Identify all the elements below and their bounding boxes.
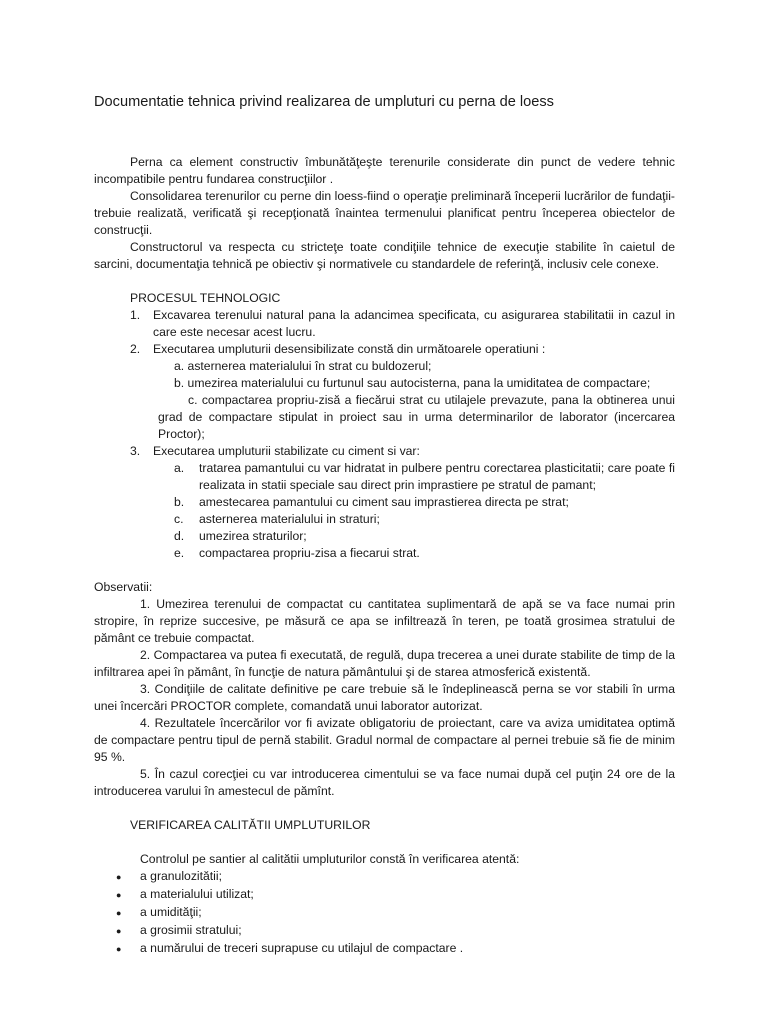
step2-item-c: c. compactarea propriu-zisă a fiecărui strat cu utilajele prevazute, pana la obtinerea unui grad de compactare stipulat in proiect sau in urma determinarilor de laborator (incercarea Proctor); [158, 393, 675, 441]
observation-5: 5. În cazul corecţiei cu var introducerea cimentului se va face numai după cel puţin 24 ore de la introducerea varului în amestecul de pămînt. [94, 767, 675, 798]
document-title: Documentatie tehnica privind realizarea de umpluturi cu perna de loess [94, 94, 554, 110]
step3-item-a [94, 460, 675, 494]
item-text: asternerea materialului in straturi; [199, 512, 380, 526]
step2-item-b: b. umezirea materialului cu furtunul sau autocisterna, pana la umiditatea de compactare; [174, 376, 651, 390]
bullet-icon: ● [116, 908, 122, 918]
step-number: 2. [130, 342, 141, 356]
check-text: a granulozitătii; [140, 869, 222, 883]
check-item [94, 886, 675, 904]
step-number: 1. [130, 308, 141, 322]
process-step-1 [94, 307, 675, 341]
item-letter: d. [174, 529, 185, 543]
step3-item-e [94, 545, 675, 562]
bullet-icon: ● [116, 926, 122, 936]
observation-2: 2. Compactarea va putea fi executată, de regulă, dupa trecerea a unei durate stabilite de timp de la infiltrarea apei în pământ, în funcţie de natura pământului şi de starea atmosferică existentă. [94, 648, 675, 679]
observation-1: 1. Umezirea terenului de compactat cu cantitatea suplimentară de apă se va face numai prin stropire, în reprize succesive, pe măsură ce apa se infiltrează în teren, pe toată grosimea stratului de pământ ce trebuie compactat. [94, 597, 675, 645]
process-steps [94, 307, 675, 358]
step2-item-a: a. asternerea materialului în strat cu buldozerul; [174, 359, 432, 373]
item-letter: c. [174, 512, 184, 526]
item-text: umezirea straturilor; [199, 529, 307, 543]
observation-4: 4. Rezultatele încercărilor vor fi avizate obligatoriu de proiectant, care va aviza umiditatea optimă de compactare pentru tipul de pernă stabilit. Gradul normal de compactare al pernei trebuie să fie de minim 95 %. [94, 716, 675, 764]
step-text: Excavarea terenului natural pana la adancimea specificata, cu asigurarea stabilitatii in cazul in care este necesar acest lucru. [153, 308, 675, 339]
step-text: Executarea umpluturii stabilizate cu ciment si var: [153, 444, 420, 458]
check-text: a numărului de treceri suprapuse cu utilajul de compactare . [140, 941, 464, 955]
step3-item-b [94, 494, 675, 511]
intro-paragraph-2: Consolidarea terenurilor cu perne din loess-fiind o operaţie preliminară începerii lucrărilor de fundaţii- trebuie realizată, verificată şi recepţionată înaintea termenului planificat pentru începerea obiectelor de construcţii. [94, 189, 675, 237]
observations-title: Observatii: [94, 580, 153, 594]
verification-heading: VERIFICAREA CALITĂTII UMPLUTURILOR [130, 818, 371, 832]
check-text: a grosimii stratului; [140, 923, 242, 937]
check-item [94, 940, 675, 958]
item-text: amestecarea pamantului cu ciment sau imprastierea directa pe strat; [199, 495, 569, 509]
item-letter: a. [174, 461, 185, 475]
check-text: a umidităţii; [140, 905, 202, 919]
document-body [94, 154, 675, 958]
item-letter: e. [174, 546, 185, 560]
process-heading: PROCESUL TEHNOLOGIC [130, 291, 281, 305]
observation-3: 3. Condiţiile de calitate definitive pe care trebuie să le îndeplinească perna se vor stabili în urma unei încercări PROCTOR complete, comandată unui laborator autorizat. [94, 682, 675, 713]
intro-paragraph-3: Constructorul va respecta cu stricteţe toate condiţiile tehnice de execuţie stabilite în caietul de sarcini, documentaţia tehnică pe obiectiv şi normativele cu standardele de referinţă, inclusiv cele conexe. [94, 240, 675, 271]
step3-item-c [94, 511, 675, 528]
bullet-icon: ● [116, 944, 122, 954]
step-number: 3. [130, 444, 141, 458]
process-steps-continued [94, 443, 675, 460]
bullet-icon: ● [116, 872, 122, 882]
verification-checklist [94, 868, 675, 958]
step-text: Executarea umpluturii desensibilizate constă din următoarele operatiuni : [153, 342, 546, 356]
step3-items [94, 460, 675, 562]
intro-paragraph-1: Perna ca element constructiv îmbunătăţeşte terenurile considerate din punct de vedere tehnic incompatibile pentru fundarea construcţiilor . [94, 155, 675, 186]
item-letter: b. [174, 495, 185, 509]
check-text: a materialului utilizat; [140, 887, 254, 901]
check-item [94, 868, 675, 886]
process-step-3 [94, 443, 675, 460]
check-item [94, 922, 675, 940]
bullet-icon: ● [116, 890, 122, 900]
item-text: compactarea propriu-zisa a fiecarui strat. [199, 546, 420, 560]
step3-item-d [94, 528, 675, 545]
item-text: tratarea pamantului cu var hidratat in pulbere pentru corectarea plasticitatii; care poate fi realizata in statii speciale sau direct prin imprastiere pe stratul de pamant; [199, 461, 675, 492]
process-step-2 [94, 341, 675, 358]
check-item [94, 904, 675, 922]
verification-intro: Controlul pe santier al calitătii umpluturilor constă în verificarea atentă: [140, 852, 520, 866]
